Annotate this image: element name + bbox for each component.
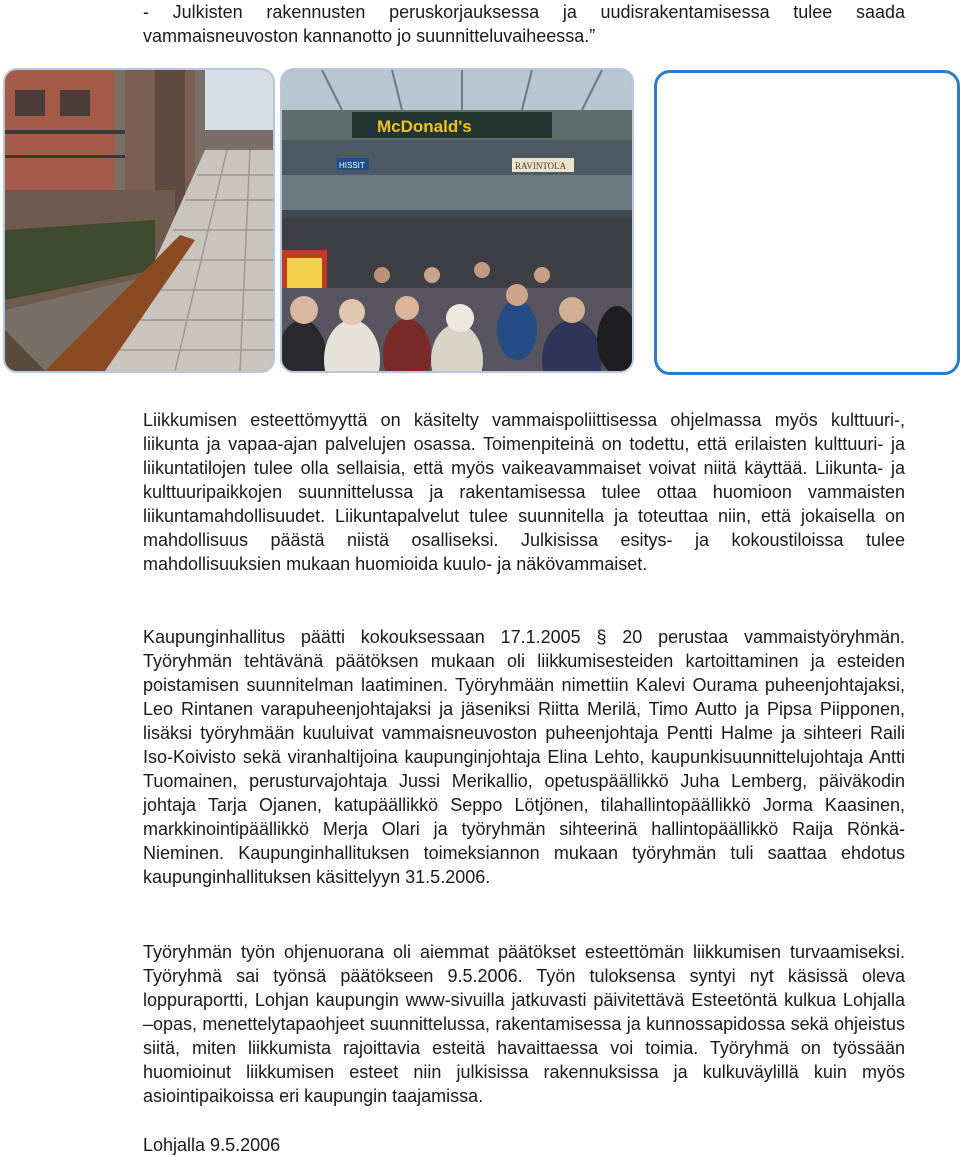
body-paragraph-1: Liikkumisen esteettömyyttä on käsitelty vammaispoliittisessa ohjelmassa myös kulttuuri-, liikunta ja vapaa-ajan palvelujen osassa. Toimenpiteinä on todettu, että erilaisten kulttuuri- ja liikuntatilojen tulee olla sellaisia, että myös vaikeavammaiset voivat niitä käyttää. Liikunta- ja kulttuuripaikkojen suunnittelussa ja rakentamisessa tulee ottaa huomioon vammaisten liikuntamahdollisuudet. Liikuntapalvelut tulee suunnitella ja toteuttaa niin, että jokaisella on mahdollisuus päästä niistä osalliseksi. Julkisissa esitys- ja kokoustiloissa tulee mahdollisuuksien mukaan huomioida kuulo- ja näkövammaiset. — [143, 410, 905, 574]
body-paragraph-2: Kaupunginhallitus päätti kokouksessaan 17.1.2005 § 20 perustaa vammaistyöryhmän. Työryhmän tehtävänä päätöksen mukaan oli liikkumisesteiden kartoittaminen ja esteiden poistamisen suunnitelman laatiminen. Työryhmään nimettiin Kalevi Ourama puheenjohtajaksi, Leo Rintanen varapuheenjohtajaksi ja jäseniksi Riitta Merilä, Timo Autto ja Pipsa Piipponen, lisäksi työryhmään kuuluivat vammaisneuvoston puheenjohtaja Pentti Halme ja sihteeri Raili Iso-Koivisto sekä viranhaltijoina kaupunginjohtaja Elina Lehto, kaupunkisuunnittelujohtaja Antti Tuomainen, perusturvajohtaja Jussi Merikallio, opetuspäällikkö Juha Lemberg, päiväkodin johtaja Tarja Ojanen, katupäällikkö Seppo Lötjönen, tilahallintopäällikkö Jorma Kaasinen, markkinointipäällikkö Merja Olari ja työryhmän sihteerinä hallintopäällikkö Raija Rönkä-Nieminen. Kaupunginhallituksen toimeksiannon mukaan työryhmän tuli saattaa ehdotus kaupunginhallituksen käsittelyyn 31.5.2006. — [143, 627, 905, 887]
signature-date: Lohjalla 9.5.2006 — [143, 1135, 281, 1155]
walkway-photo — [3, 68, 275, 373]
intro-paragraph: - Julkisten rakennusten peruskorjauksessa ja uudisrakentamisessa tulee saada vammaisneuvoston kannanotto jo suunnitteluvaiheessa.” — [143, 2, 905, 46]
body-paragraph-3: Työryhmän työn ohjenuorana oli aiemmat päätökset esteettömän liikkumisen turvaamiseksi. Työryhmä sai työnsä päätökseen 9.5.2006. Työn tuloksensa syntyi nyt käsissä oleva loppuraportti, Lohjan kaupungin www-sivuilla jatkuvasti päivitettävä Esteetöntä kulkua Lohjalla –opas, menettelytapaohjeet suunnittelussa, rakentamisessa ja kunnossapidossa sekä ohjeistus siitä, miten liikkumista rajoittavia esteitä havaittaessa voi toimia. Työryhmä on työssään huomioinut liikkumisen esteet niin julkisissa rakennuksissa ja kulkuväylillä kuin myös asiointipaikoissa eri kaupungin taajamissa. — [143, 942, 905, 1106]
empty-image-frame — [654, 70, 960, 375]
ravintola-sign: RAVINTOLA — [515, 161, 567, 171]
mall-crowd-photo — [280, 68, 634, 373]
mcdonalds-sign: McDonald's — [377, 117, 472, 136]
hissit-sign: HISSIT — [339, 161, 365, 170]
